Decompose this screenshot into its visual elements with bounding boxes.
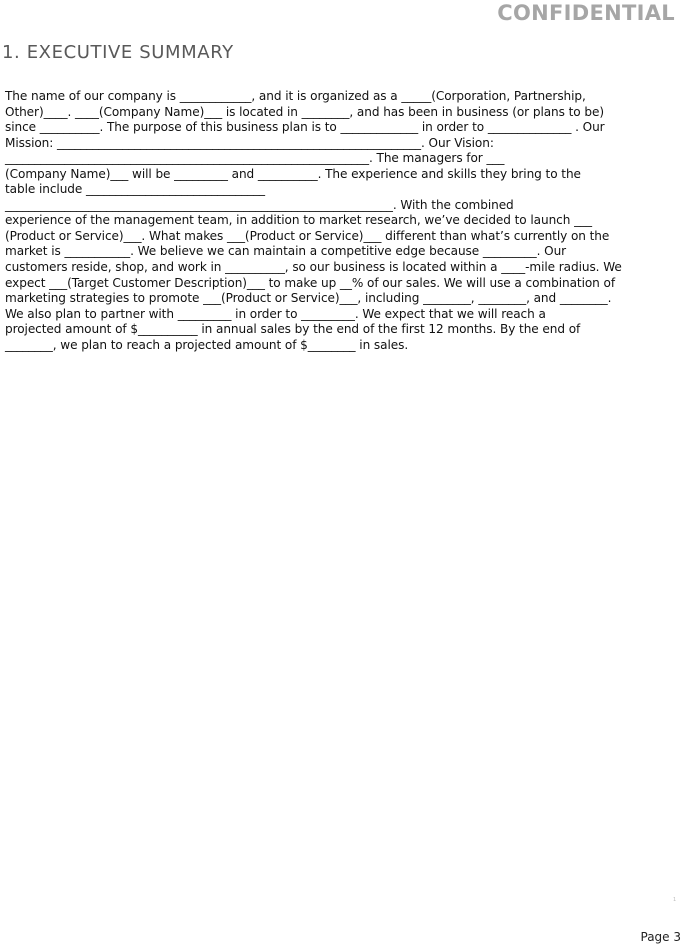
page-number: Page 3 xyxy=(640,930,681,944)
executive-summary-body: The name of our company is ____________, and it is organized as a _____(Corporation, Partnership, Other)____. ____(Company Name)___ is located in ________, and has been in business (or plans to be) since __________. The purpose of this business plan is to _____________ in order to ______________ . Our Mission: _____________________________________________________________. Our Vision: _____________________________________________________________. The managers for ___ (Company Name)___ will be _________ and __________. The experience and skills they bring to the table include ______________________________ _________________________________________________________________. With the combined experience of the management team, in addition to market research, we’ve decided to launch ___ (Product or Service)___. What makes ___(Product or Service)___ different than what’s currently on the market is ___________. We believe we can maintain a competitive edge because _________. Our customers reside, shop, and work in __________, so our business is located within a ____-mile radius. We expect ___(Target Customer Description)___ to make up __% of our sales. We will use a combination of marketing strategies to promote ___(Product or Service)___, including ________, ________, and ________. We also plan to partner with _________ in order to _________. We expect that we will reach a projected amount of $__________ in annual sales by the end of the first 12 months. By the end of ________, we plan to reach a projected amount of $________ in sales. xyxy=(5,89,622,352)
footer-mark: 1 xyxy=(673,897,677,903)
confidential-label: CONFIDENTIAL xyxy=(497,1,675,25)
section-heading: 1. EXECUTIVE SUMMARY xyxy=(2,42,234,63)
